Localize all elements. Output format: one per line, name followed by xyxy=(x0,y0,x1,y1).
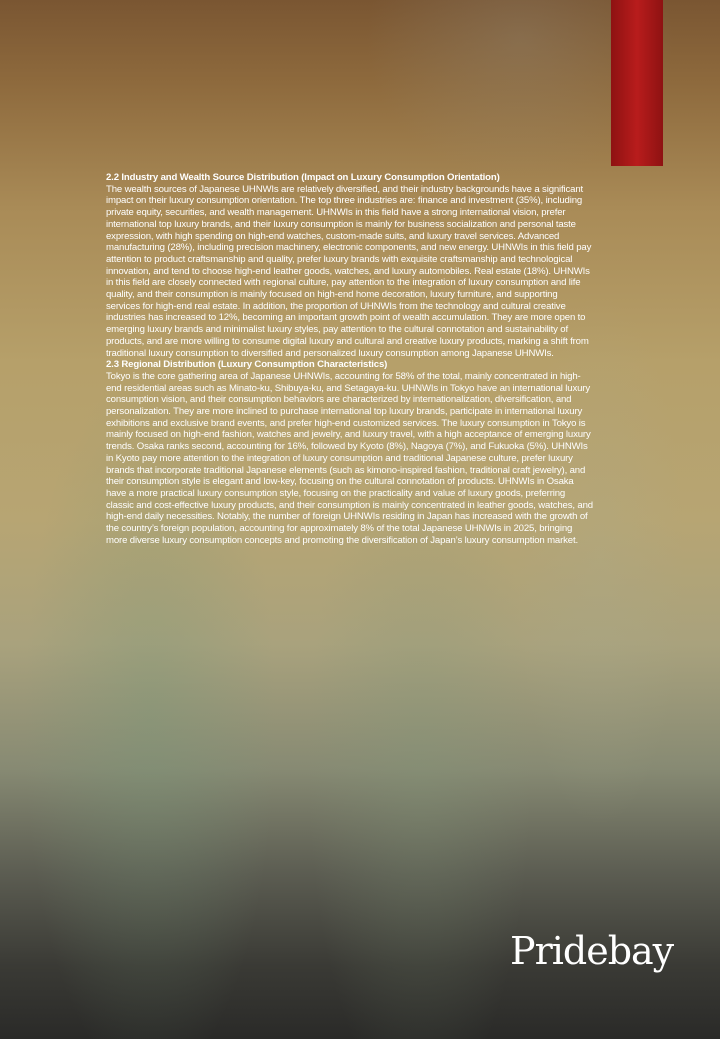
document-body xyxy=(106,172,594,547)
section-heading-regional-distribution: 2.3 Regional Distribution (Luxury Consumption Characteristics) xyxy=(106,359,388,371)
section-paragraph-regional-distribution: Tokyo is the core gathering area of Japanese UHNWIs, accounting for 58% of the total, mainly concentrated in high-end residential areas such as Minato-ku, Shibuya-ku, and Setagaya-ku. UHNWIs in Tokyo have an international luxury consumption vision, and their consumption behaviors are characterized by internationalization, diversification, and personalization. They are more inclined to purchase international top luxury brands, participate in international luxury exhibitions and exclusive brand events, and prefer high-end customized services. The luxury consumption in Tokyo is mainly focused on high-end fashion, watches and jewelry, and luxury travel, with a high acceptance of emerging luxury trends. Osaka ranks second, accounting for 16%, followed by Kyoto (8%), Nagoya (7%), and Fukuoka (5%). UHNWIs in Kyoto pay more attention to the integration of luxury consumption and traditional Japanese culture, prefer luxury brands that incorporate traditional Japanese elements (such as kimono-inspired fashion, traditional craft jewelry), and their consumption style is elegant and low-key, focusing on the cultural connotation of products. UHNWIs in Osaka have a more practical luxury consumption style, focusing on the practicality and value of luxury goods, preferring classic and cost-effective luxury products, and their consumption is mainly concentrated in leather goods, watches, and high-end daily necessities. Notably, the number of foreign UHNWIs residing in Japan has increased with the growth of the country’s foreign population, accounting for approximately 8% of the total Japanese UHNWIs in 2025, bringing more diverse luxury consumption concepts and promoting the diversification of Japan’s luxury consumption market. xyxy=(106,370,593,546)
section-paragraph-industry-wealth: The wealth sources of Japanese UHNWIs are relatively diversified, and their industry backgrounds have a significant impact on their luxury consumption orientation. The top three industries are: finance and investment (35%), including private equity, securities, and wealth management. UHNWIs in this field have a strong international vision, prefer international top luxury brands, and their luxury consumption is mainly for business socialization and personal taste expression, with high spending on high-end watches, custom-made suits, and luxury travel services. Advanced manufacturing (28%), including precision machinery, electronic components, and new energy. UHNWIs in this field pay attention to product craftsmanship and quality, prefer luxury brands with exquisite craftsmanship and technological innovation, and tend to choose high-end leather goods, watches, and luxury automobiles. Real estate (18%). UHNWIs in this field are closely connected with regional culture, pay attention to the integration of luxury consumption and life quality, and their consumption is mainly focused on high-end home decoration, luxury furniture, and supporting services for high-end real estate. In addition, the proportion of UHNWIs from the technology and cultural creative industries has increased to 12%, becoming an important growth point of wealth accumulation. They are more open to emerging luxury brands and minimalist luxury styles, pay attention to the cultural connotation and sustainability of products, and are more willing to consume digital luxury and cultural and creative luxury products, marking a shift from traditional luxury consumption to diversified and personalized luxury consumption among Japanese UHNWIs. xyxy=(106,183,592,359)
section-heading-industry-wealth: 2.2 Industry and Wealth Source Distribution (Impact on Luxury Consumption Orientation) xyxy=(106,172,500,183)
brand-logo: Pridebay xyxy=(510,929,674,973)
red-bookmark-ribbon xyxy=(611,0,663,166)
